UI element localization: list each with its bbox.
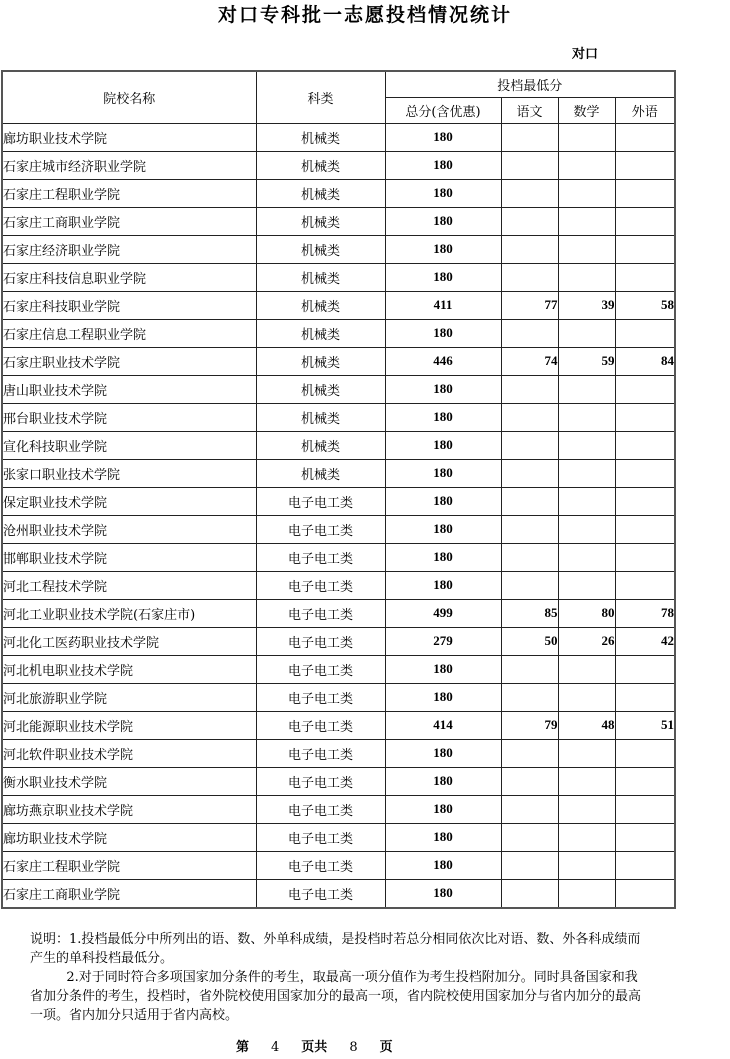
cell-math: 39 bbox=[558, 291, 615, 319]
cell-school: 唐山职业技术学院 bbox=[2, 375, 256, 403]
cell-total: 180 bbox=[385, 683, 501, 711]
cell-school: 石家庄科技职业学院 bbox=[2, 291, 256, 319]
cell-foreign bbox=[615, 879, 675, 908]
table-row bbox=[2, 179, 675, 207]
cell-category: 电子电工类 bbox=[256, 767, 385, 795]
table-row bbox=[2, 375, 675, 403]
cell-total: 279 bbox=[385, 627, 501, 655]
cell-category: 机械类 bbox=[256, 319, 385, 347]
cell-foreign bbox=[615, 571, 675, 599]
cell-chinese bbox=[501, 515, 558, 543]
cell-math: 59 bbox=[558, 347, 615, 375]
cell-category: 机械类 bbox=[256, 431, 385, 459]
cell-math bbox=[558, 739, 615, 767]
cell-school: 廊坊职业技术学院 bbox=[2, 823, 256, 851]
footer-prefix: 第 bbox=[236, 1040, 250, 1055]
cell-school: 河北化工医药职业技术学院 bbox=[2, 627, 256, 655]
table-row bbox=[2, 235, 675, 263]
cell-foreign bbox=[615, 263, 675, 291]
header-school: 院校名称 bbox=[2, 71, 256, 123]
cell-math bbox=[558, 263, 615, 291]
cell-school: 石家庄经济职业学院 bbox=[2, 235, 256, 263]
cell-category: 电子电工类 bbox=[256, 795, 385, 823]
cell-category: 电子电工类 bbox=[256, 487, 385, 515]
cell-math bbox=[558, 123, 615, 151]
cell-total: 180 bbox=[385, 739, 501, 767]
table-row bbox=[2, 123, 675, 151]
cell-school: 廊坊燕京职业技术学院 bbox=[2, 795, 256, 823]
table-row bbox=[2, 823, 675, 851]
cell-chinese bbox=[501, 235, 558, 263]
cell-foreign bbox=[615, 375, 675, 403]
cell-foreign bbox=[615, 431, 675, 459]
table-row bbox=[2, 459, 675, 487]
cell-category: 电子电工类 bbox=[256, 683, 385, 711]
cell-school: 邯郸职业技术学院 bbox=[2, 543, 256, 571]
cell-school: 石家庄科技信息职业学院 bbox=[2, 263, 256, 291]
cell-chinese bbox=[501, 823, 558, 851]
cell-school: 张家口职业技术学院 bbox=[2, 459, 256, 487]
cell-total: 180 bbox=[385, 515, 501, 543]
table-row bbox=[2, 319, 675, 347]
cell-foreign bbox=[615, 459, 675, 487]
page-footer bbox=[236, 1036, 415, 1055]
table-row bbox=[2, 291, 675, 319]
cell-chinese bbox=[501, 655, 558, 683]
footer-suffix: 页 bbox=[379, 1040, 393, 1055]
cell-math bbox=[558, 515, 615, 543]
cell-category: 电子电工类 bbox=[256, 515, 385, 543]
cell-chinese bbox=[501, 403, 558, 431]
cell-math bbox=[558, 235, 615, 263]
header-foreign: 外语 bbox=[615, 97, 675, 123]
cell-foreign: 42 bbox=[615, 627, 675, 655]
cell-math bbox=[558, 459, 615, 487]
cell-foreign bbox=[615, 683, 675, 711]
cell-school: 河北机电职业技术学院 bbox=[2, 655, 256, 683]
cell-school: 保定职业技术学院 bbox=[2, 487, 256, 515]
cell-math bbox=[558, 543, 615, 571]
cell-school: 石家庄工程职业学院 bbox=[2, 851, 256, 879]
table-row bbox=[2, 151, 675, 179]
document-subtitle: 对口 bbox=[572, 47, 599, 62]
cell-category: 电子电工类 bbox=[256, 627, 385, 655]
cell-category: 电子电工类 bbox=[256, 655, 385, 683]
cell-math bbox=[558, 879, 615, 908]
cell-school: 河北工程技术学院 bbox=[2, 571, 256, 599]
table-row bbox=[2, 347, 675, 375]
cell-school: 河北软件职业技术学院 bbox=[2, 739, 256, 767]
cell-category: 电子电工类 bbox=[256, 599, 385, 627]
cell-total: 180 bbox=[385, 263, 501, 291]
cell-chinese: 50 bbox=[501, 627, 558, 655]
footer-middle: 页共 bbox=[301, 1040, 328, 1055]
cell-chinese bbox=[501, 263, 558, 291]
cell-foreign bbox=[615, 403, 675, 431]
table-row bbox=[2, 515, 675, 543]
table-row bbox=[2, 711, 675, 739]
cell-school: 河北能源职业技术学院 bbox=[2, 711, 256, 739]
cell-math bbox=[558, 571, 615, 599]
cell-total: 180 bbox=[385, 543, 501, 571]
cell-total: 180 bbox=[385, 179, 501, 207]
cell-chinese bbox=[501, 571, 558, 599]
table-row bbox=[2, 767, 675, 795]
cell-math bbox=[558, 319, 615, 347]
cell-total: 180 bbox=[385, 403, 501, 431]
table-row bbox=[2, 543, 675, 571]
cell-category: 电子电工类 bbox=[256, 851, 385, 879]
cell-school: 石家庄职业技术学院 bbox=[2, 347, 256, 375]
cell-chinese bbox=[501, 487, 558, 515]
cell-foreign bbox=[615, 207, 675, 235]
cell-foreign bbox=[615, 739, 675, 767]
cell-school: 石家庄工程职业学院 bbox=[2, 179, 256, 207]
cell-category: 机械类 bbox=[256, 403, 385, 431]
cell-foreign bbox=[615, 655, 675, 683]
cell-foreign bbox=[615, 795, 675, 823]
cell-math: 48 bbox=[558, 711, 615, 739]
cell-foreign bbox=[615, 235, 675, 263]
cell-category: 机械类 bbox=[256, 291, 385, 319]
cell-chinese bbox=[501, 151, 558, 179]
notes-section bbox=[30, 930, 650, 1025]
cell-total: 180 bbox=[385, 375, 501, 403]
header-category: 科类 bbox=[256, 71, 385, 123]
footer-total-pages: 8 bbox=[349, 1040, 358, 1055]
table-row bbox=[2, 403, 675, 431]
cell-chinese: 85 bbox=[501, 599, 558, 627]
cell-category: 机械类 bbox=[256, 179, 385, 207]
cell-school: 河北旅游职业学院 bbox=[2, 683, 256, 711]
cell-foreign bbox=[615, 179, 675, 207]
cell-math bbox=[558, 403, 615, 431]
note-2: 2.对于同时符合多项国家加分条件的考生，取最高一项分值作为考生投档附加分。同时具备国家和我省加分条件的考生，投档时，省外院校使用国家加分的最高一项，省内院校使用国家加分与省内加分的最高一项。省内加分只适用于省内高校。 bbox=[30, 970, 642, 1023]
cell-chinese bbox=[501, 739, 558, 767]
cell-chinese bbox=[501, 431, 558, 459]
cell-total: 180 bbox=[385, 795, 501, 823]
cell-total: 180 bbox=[385, 207, 501, 235]
cell-math: 80 bbox=[558, 599, 615, 627]
cell-chinese: 79 bbox=[501, 711, 558, 739]
cell-foreign bbox=[615, 515, 675, 543]
cell-category: 机械类 bbox=[256, 263, 385, 291]
cell-total: 180 bbox=[385, 767, 501, 795]
table-row bbox=[2, 879, 675, 908]
document-title: 对口专科批一志愿投档情况统计 bbox=[217, 4, 512, 26]
cell-category: 电子电工类 bbox=[256, 711, 385, 739]
header-chinese: 语文 bbox=[501, 97, 558, 123]
table-row bbox=[2, 487, 675, 515]
cell-foreign bbox=[615, 543, 675, 571]
cell-math bbox=[558, 207, 615, 235]
cell-foreign bbox=[615, 487, 675, 515]
cell-math bbox=[558, 823, 615, 851]
cell-total: 446 bbox=[385, 347, 501, 375]
cell-total: 180 bbox=[385, 151, 501, 179]
cell-foreign bbox=[615, 823, 675, 851]
cell-category: 电子电工类 bbox=[256, 739, 385, 767]
cell-total: 180 bbox=[385, 123, 501, 151]
cell-foreign bbox=[615, 767, 675, 795]
table-row bbox=[2, 431, 675, 459]
cell-foreign: 78 bbox=[615, 599, 675, 627]
cell-total: 180 bbox=[385, 571, 501, 599]
cell-foreign: 84 bbox=[615, 347, 675, 375]
cell-category: 电子电工类 bbox=[256, 823, 385, 851]
cell-total: 411 bbox=[385, 291, 501, 319]
cell-category: 机械类 bbox=[256, 151, 385, 179]
table-row bbox=[2, 571, 675, 599]
cell-category: 机械类 bbox=[256, 375, 385, 403]
cell-chinese bbox=[501, 543, 558, 571]
cell-foreign bbox=[615, 319, 675, 347]
cell-chinese bbox=[501, 851, 558, 879]
table-row bbox=[2, 795, 675, 823]
cell-chinese bbox=[501, 767, 558, 795]
cell-school: 邢台职业技术学院 bbox=[2, 403, 256, 431]
cell-foreign: 58 bbox=[615, 291, 675, 319]
cell-total: 180 bbox=[385, 655, 501, 683]
cell-total: 499 bbox=[385, 599, 501, 627]
note-1: 说明：1.投档最低分中所列出的语、数、外单科成绩，是投档时若总分相同依次比对语、数、外各科成绩而产生的单科投档最低分。 bbox=[30, 932, 641, 966]
header-total: 总分(含优惠) bbox=[385, 97, 501, 123]
cell-math bbox=[558, 851, 615, 879]
cell-total: 180 bbox=[385, 851, 501, 879]
footer-page-number: 4 bbox=[271, 1040, 280, 1055]
cell-chinese bbox=[501, 459, 558, 487]
cell-school: 石家庄信息工程职业学院 bbox=[2, 319, 256, 347]
cell-chinese bbox=[501, 879, 558, 908]
cell-math bbox=[558, 179, 615, 207]
cell-foreign bbox=[615, 123, 675, 151]
cell-chinese bbox=[501, 207, 558, 235]
cell-school: 石家庄城市经济职业学院 bbox=[2, 151, 256, 179]
cell-school: 宣化科技职业学院 bbox=[2, 431, 256, 459]
cell-math bbox=[558, 683, 615, 711]
table-row bbox=[2, 627, 675, 655]
cell-category: 机械类 bbox=[256, 347, 385, 375]
cell-total: 180 bbox=[385, 431, 501, 459]
cell-school: 石家庄工商职业学院 bbox=[2, 207, 256, 235]
cell-math bbox=[558, 151, 615, 179]
cell-category: 电子电工类 bbox=[256, 571, 385, 599]
table-row bbox=[2, 263, 675, 291]
cell-chinese: 77 bbox=[501, 291, 558, 319]
admission-table bbox=[1, 70, 676, 909]
cell-foreign: 51 bbox=[615, 711, 675, 739]
cell-chinese bbox=[501, 179, 558, 207]
cell-category: 机械类 bbox=[256, 207, 385, 235]
cell-chinese: 74 bbox=[501, 347, 558, 375]
cell-chinese bbox=[501, 683, 558, 711]
header-math: 数学 bbox=[558, 97, 615, 123]
header-min-score-group: 投档最低分 bbox=[385, 71, 675, 97]
cell-chinese bbox=[501, 795, 558, 823]
cell-math bbox=[558, 431, 615, 459]
cell-chinese bbox=[501, 319, 558, 347]
cell-foreign bbox=[615, 151, 675, 179]
cell-category: 机械类 bbox=[256, 235, 385, 263]
cell-total: 180 bbox=[385, 459, 501, 487]
cell-foreign bbox=[615, 851, 675, 879]
cell-category: 机械类 bbox=[256, 459, 385, 487]
cell-total: 180 bbox=[385, 487, 501, 515]
cell-total: 180 bbox=[385, 879, 501, 908]
cell-total: 180 bbox=[385, 235, 501, 263]
cell-math bbox=[558, 795, 615, 823]
cell-chinese bbox=[501, 123, 558, 151]
cell-chinese bbox=[501, 375, 558, 403]
cell-total: 180 bbox=[385, 823, 501, 851]
table-row bbox=[2, 655, 675, 683]
table-row bbox=[2, 739, 675, 767]
table-row bbox=[2, 599, 675, 627]
cell-total: 180 bbox=[385, 319, 501, 347]
table-row bbox=[2, 683, 675, 711]
cell-school: 衡水职业技术学院 bbox=[2, 767, 256, 795]
cell-category: 电子电工类 bbox=[256, 879, 385, 908]
cell-math bbox=[558, 487, 615, 515]
cell-math: 26 bbox=[558, 627, 615, 655]
cell-school: 廊坊职业技术学院 bbox=[2, 123, 256, 151]
cell-school: 沧州职业技术学院 bbox=[2, 515, 256, 543]
table-row bbox=[2, 851, 675, 879]
cell-school: 河北工业职业技术学院(石家庄市) bbox=[2, 599, 256, 627]
cell-math bbox=[558, 375, 615, 403]
cell-math bbox=[558, 655, 615, 683]
cell-math bbox=[558, 767, 615, 795]
cell-total: 414 bbox=[385, 711, 501, 739]
table-row bbox=[2, 207, 675, 235]
cell-school: 石家庄工商职业学院 bbox=[2, 879, 256, 908]
cell-category: 机械类 bbox=[256, 123, 385, 151]
cell-category: 电子电工类 bbox=[256, 543, 385, 571]
